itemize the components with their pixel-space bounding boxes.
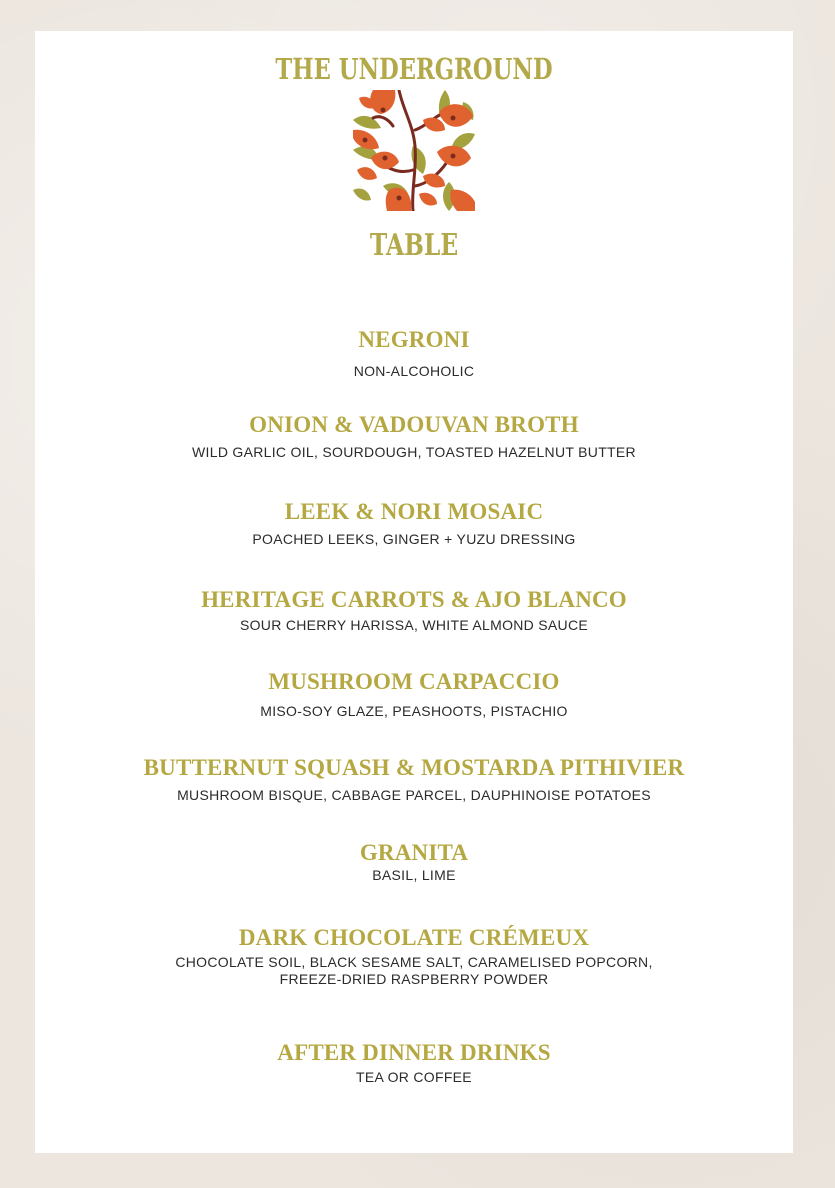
course-item bbox=[35, 924, 793, 988]
course-item bbox=[35, 668, 793, 720]
course-title: BUTTERNUT SQUASH & MOSTARDA PITHIVIER bbox=[143, 755, 685, 780]
course-description-line2: FREEZE-DRIED RASPBERRY POWDER bbox=[279, 971, 549, 987]
course-item bbox=[35, 326, 793, 380]
course-title: ONION & VADOUVAN BROTH bbox=[249, 412, 579, 437]
course-description: BASIL, LIME bbox=[372, 867, 456, 883]
course-description: TEA OR COFFEE bbox=[356, 1069, 472, 1085]
course-description: MUSHROOM BISQUE, CABBAGE PARCEL, DAUPHINOISE POTATOES bbox=[177, 787, 651, 803]
course-title: HERITAGE CARROTS & AJO BLANCO bbox=[201, 587, 627, 612]
course-title: DARK CHOCOLATE CRÉMEUX bbox=[238, 925, 590, 950]
menu-card bbox=[35, 31, 793, 1153]
course-item bbox=[35, 411, 793, 461]
course-description: NON-ALCOHOLIC bbox=[353, 363, 475, 379]
course-item bbox=[35, 498, 793, 548]
brand-title-bottom: TABLE bbox=[369, 228, 459, 263]
course-title: LEEK & NORI MOSAIC bbox=[284, 499, 544, 524]
course-item bbox=[35, 839, 793, 884]
floral-logo-icon bbox=[353, 90, 475, 211]
course-description: CHOCOLATE SOIL, BLACK SESAME SALT, CARAMELISED POPCORN, bbox=[175, 954, 653, 970]
course-title: AFTER DINNER DRINKS bbox=[277, 1040, 551, 1065]
course-title: NEGRONI bbox=[358, 327, 470, 352]
course-item bbox=[35, 586, 793, 634]
course-description: SOUR CHERRY HARISSA, WHITE ALMOND SAUCE bbox=[239, 617, 589, 633]
course-description: MISO-SOY GLAZE, PEASHOOTS, PISTACHIO bbox=[260, 703, 568, 719]
course-title: GRANITA bbox=[359, 840, 469, 865]
course-description: WILD GARLIC OIL, SOURDOUGH, TOASTED HAZELNUT BUTTER bbox=[192, 444, 636, 460]
course-item bbox=[35, 1039, 793, 1086]
course-description: POACHED LEEKS, GINGER + YUZU DRESSING bbox=[252, 531, 576, 547]
brand-title-top: THE UNDERGROUND bbox=[275, 52, 553, 86]
course-item bbox=[35, 754, 793, 804]
course-title: MUSHROOM CARPACCIO bbox=[268, 669, 560, 694]
